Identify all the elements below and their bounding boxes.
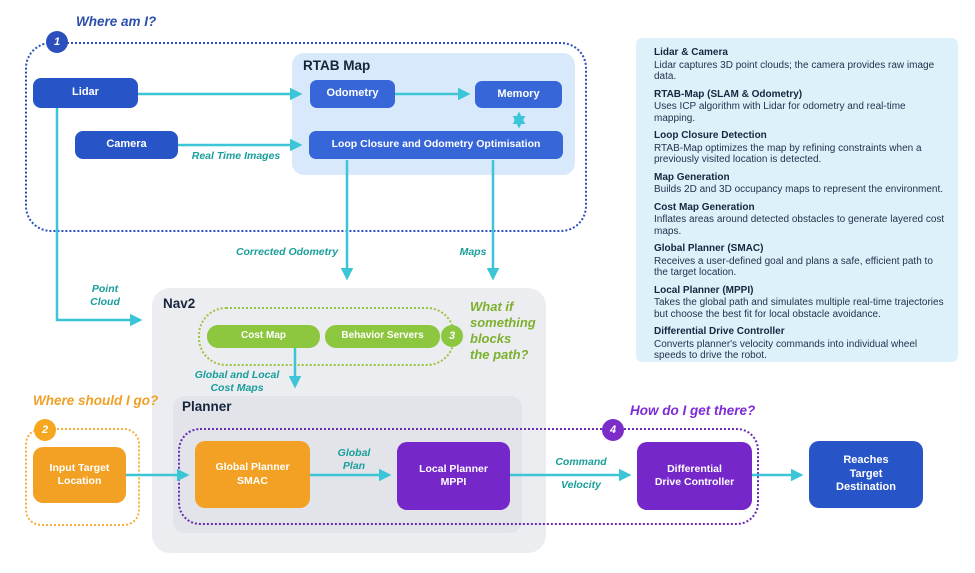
node-local-planner: Local Planner MPPI (397, 442, 510, 510)
sidebar-item-body: Converts planner's velocity commands into individual wheel speeds to drive the robot. (654, 338, 918, 361)
sidebar-item (654, 326, 946, 362)
question-how-do-i-get-there: How do I get there? (630, 403, 756, 418)
node-odometry: Odometry (310, 80, 395, 108)
node-camera: Camera (75, 131, 178, 159)
sidebar-item-body: Receives a user-defined goal and plans a safe, efficient path to the target location. (654, 255, 933, 278)
question-what-if-blocked: What if something blocks the path? (470, 299, 536, 362)
node-global-planner: Global Planner SMAC (195, 441, 310, 508)
sidebar-item-body: RTAB-Map optimizes the map by refining constraints when a previously visited location is detected. (654, 142, 922, 165)
label-global-local-cost-maps: Global and Local Cost Maps (194, 369, 280, 395)
sidebar-item-title: Loop Closure Detection (654, 130, 767, 141)
node-diff-drive-controller: Differential Drive Controller (637, 442, 752, 510)
label-real-time-images: Real Time Images (191, 150, 281, 162)
sidebar-item-title: Differential Drive Controller (654, 326, 785, 337)
step-badge-1: 1 (46, 31, 68, 53)
sidebar-item-body: Builds 2D and 3D occupancy maps to represent the environment. (654, 184, 944, 195)
question-where-should-i-go: Where should I go? (33, 393, 159, 408)
rtab-map-title: RTAB Map (303, 58, 371, 73)
sidebar-item (654, 47, 946, 83)
label-command: Command (555, 456, 607, 468)
sidebar-item-title: RTAB-Map (SLAM & Odometry) (654, 88, 803, 100)
node-lidar: Lidar (33, 78, 138, 108)
sidebar-item-title: Lidar & Camera (654, 47, 728, 58)
label-point-cloud: Point Cloud (90, 283, 120, 309)
planner-title: Planner (182, 399, 232, 414)
sidebar-item (654, 172, 946, 196)
sidebar-item-body: Uses ICP algorithm with Lidar for odometry and real-time mapping. (654, 101, 906, 124)
sidebar-item (654, 243, 946, 279)
label-corrected-odometry: Corrected Odometry (235, 246, 339, 258)
sidebar-item-title: Map Generation (654, 171, 730, 183)
node-input-target: Input Target Location (33, 447, 126, 503)
label-velocity: Velocity (561, 479, 601, 491)
sidebar-item-title: Global Planner (SMAC) (654, 243, 764, 254)
node-cost-map: Cost Map (207, 325, 320, 348)
sidebar-item-title: Local Planner (MPPI) (654, 284, 754, 296)
step-badge-3: 3 (441, 325, 463, 347)
sidebar-item-body: Takes the global path and simulates multiple real-time trajectories but choose the best fit for local obstacle avoidance. (654, 297, 944, 320)
sidebar-item (654, 89, 946, 125)
sidebar-list (654, 47, 946, 362)
sidebar-item-body: Inflates areas around detected obstacles to generate layered cost maps. (654, 214, 945, 237)
sidebar-item (654, 130, 946, 166)
sidebar-item (654, 285, 946, 321)
node-behavior-servers: Behavior Servers (325, 325, 440, 348)
node-loop-closure: Loop Closure and Odometry Optimisation (309, 131, 563, 159)
step-badge-4: 4 (602, 419, 624, 441)
nav2-title: Nav2 (163, 296, 196, 311)
node-reaches-target: Reaches Target Destination (809, 441, 923, 508)
sidebar (636, 38, 958, 362)
sidebar-item-body: Lidar captures 3D point clouds; the camera provides raw image data. (654, 59, 935, 82)
sidebar-item (654, 202, 946, 238)
step-badge-2: 2 (34, 419, 56, 441)
question-where-am-i: Where am I? (76, 14, 157, 29)
sidebar-item-title: Cost Map Generation (654, 201, 755, 213)
node-memory: Memory (475, 81, 562, 108)
label-global-plan: Global Plan (337, 447, 371, 473)
label-maps: Maps (459, 246, 487, 258)
